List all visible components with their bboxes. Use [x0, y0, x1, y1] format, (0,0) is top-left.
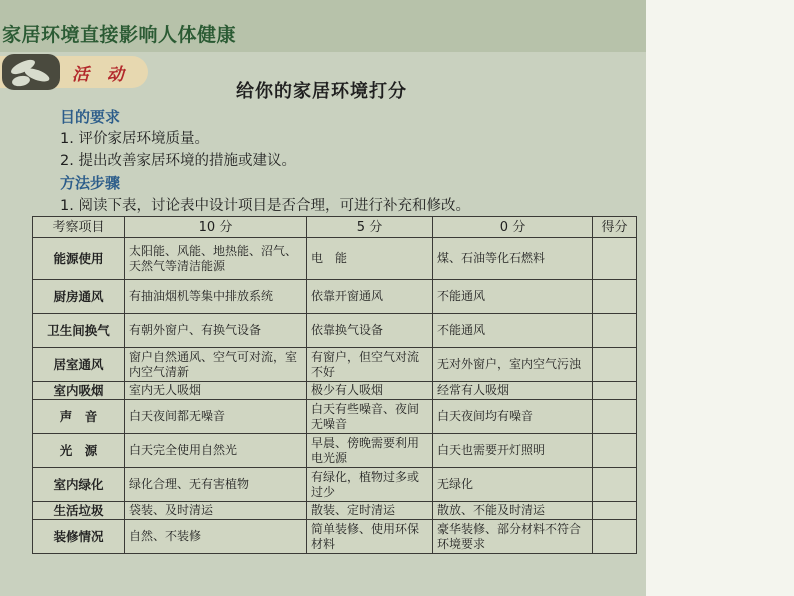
row-item: 室内吸烟: [33, 382, 125, 400]
purpose-item-2: 2. 提出改善家居环境的措施或建议。: [60, 153, 296, 169]
cell-0: 不能通风: [433, 314, 593, 348]
score-cell[interactable]: [593, 468, 637, 502]
table-row: [33, 502, 637, 520]
score-cell[interactable]: [593, 238, 637, 280]
purpose-heading: 目的要求: [60, 108, 121, 126]
header-0: 0 分: [433, 217, 593, 238]
cell-10: 室内无人吸烟: [125, 382, 307, 400]
cell-5: 依靠换气设备: [307, 314, 433, 348]
table-row: [33, 520, 637, 554]
activity-label: 活 动: [72, 65, 130, 85]
table-row: [33, 314, 637, 348]
score-cell[interactable]: [593, 400, 637, 434]
cell-5: 依靠开窗通风: [307, 280, 433, 314]
score-cell[interactable]: [593, 434, 637, 468]
cell-0: 不能通风: [433, 280, 593, 314]
cell-10: 白天完全使用自然光: [125, 434, 307, 468]
score-cell[interactable]: [593, 314, 637, 348]
cell-10: 太阳能、风能、地热能、沼气、天然气等清洁能源: [125, 238, 307, 280]
row-item: 卫生间换气: [33, 314, 125, 348]
cell-10: 绿化合理、无有害植物: [125, 468, 307, 502]
row-item: 生活垃圾: [33, 502, 125, 520]
cell-0: 散放、不能及时清运: [433, 502, 593, 520]
method-heading: 方法步骤: [60, 174, 121, 192]
score-cell[interactable]: [593, 280, 637, 314]
table-row: [33, 238, 637, 280]
row-item: 室内绿化: [33, 468, 125, 502]
table-row: [33, 400, 637, 434]
row-item: 厨房通风: [33, 280, 125, 314]
header-score: 得分: [593, 217, 637, 238]
cell-5: 电 能: [307, 238, 433, 280]
cell-0: 无对外窗户，室内空气污浊: [433, 348, 593, 382]
header-10: 10 分: [125, 217, 307, 238]
score-cell[interactable]: [593, 348, 637, 382]
cell-5: 散装、定时清运: [307, 502, 433, 520]
cell-0: 经常有人吸烟: [433, 382, 593, 400]
activity-title: 给你的家居环境打分: [236, 81, 407, 102]
row-item: 光 源: [33, 434, 125, 468]
cell-0: 白天夜间均有噪音: [433, 400, 593, 434]
cell-5: 早晨、傍晚需要利用电光源: [307, 434, 433, 468]
header-5: 5 分: [307, 217, 433, 238]
cell-10: 有朝外窗户、有换气设备: [125, 314, 307, 348]
blank-margin: [646, 0, 794, 596]
table-row: [33, 434, 637, 468]
cell-10: 白天夜间都无噪音: [125, 400, 307, 434]
row-item: 装修情况: [33, 520, 125, 554]
score-cell[interactable]: [593, 502, 637, 520]
row-item: 能源使用: [33, 238, 125, 280]
cell-5: 白天有些噪音、夜间无噪音: [307, 400, 433, 434]
method-item-1: 1. 阅读下表，讨论表中设计项目是否合理，可进行补充和修改。: [60, 198, 470, 214]
cell-10: 有抽油烟机等集中排放系统: [125, 280, 307, 314]
cell-5: 简单装修、使用环保材料: [307, 520, 433, 554]
header-item: 考察项目: [33, 217, 125, 238]
cell-10: 袋装、及时清运: [125, 502, 307, 520]
table-row: [33, 382, 637, 400]
row-item: 声 音: [33, 400, 125, 434]
table-row: [33, 348, 637, 382]
evaluation-table: [32, 216, 637, 554]
score-cell[interactable]: [593, 520, 637, 554]
table-row: [33, 468, 637, 502]
chapter-title: 家居环境直接影响人体健康: [2, 24, 237, 46]
cell-5: 极少有人吸烟: [307, 382, 433, 400]
cell-0: 白天也需要开灯照明: [433, 434, 593, 468]
cell-5: 有绿化，植物过多或过少: [307, 468, 433, 502]
score-cell[interactable]: [593, 382, 637, 400]
table-header-row: [33, 217, 637, 238]
cell-5: 有窗户，但空气对流不好: [307, 348, 433, 382]
cell-0: 无绿化: [433, 468, 593, 502]
cell-10: 自然、不装修: [125, 520, 307, 554]
cell-0: 豪华装修、部分材料不符合环境要求: [433, 520, 593, 554]
cell-10: 窗户自然通风、空气可对流，室内空气清新: [125, 348, 307, 382]
table-row: [33, 280, 637, 314]
row-item: 居室通风: [33, 348, 125, 382]
cell-0: 煤、石油等化石燃料: [433, 238, 593, 280]
plant-icon: [2, 54, 60, 90]
purpose-item-1: 1. 评价家居环境质量。: [60, 131, 209, 147]
